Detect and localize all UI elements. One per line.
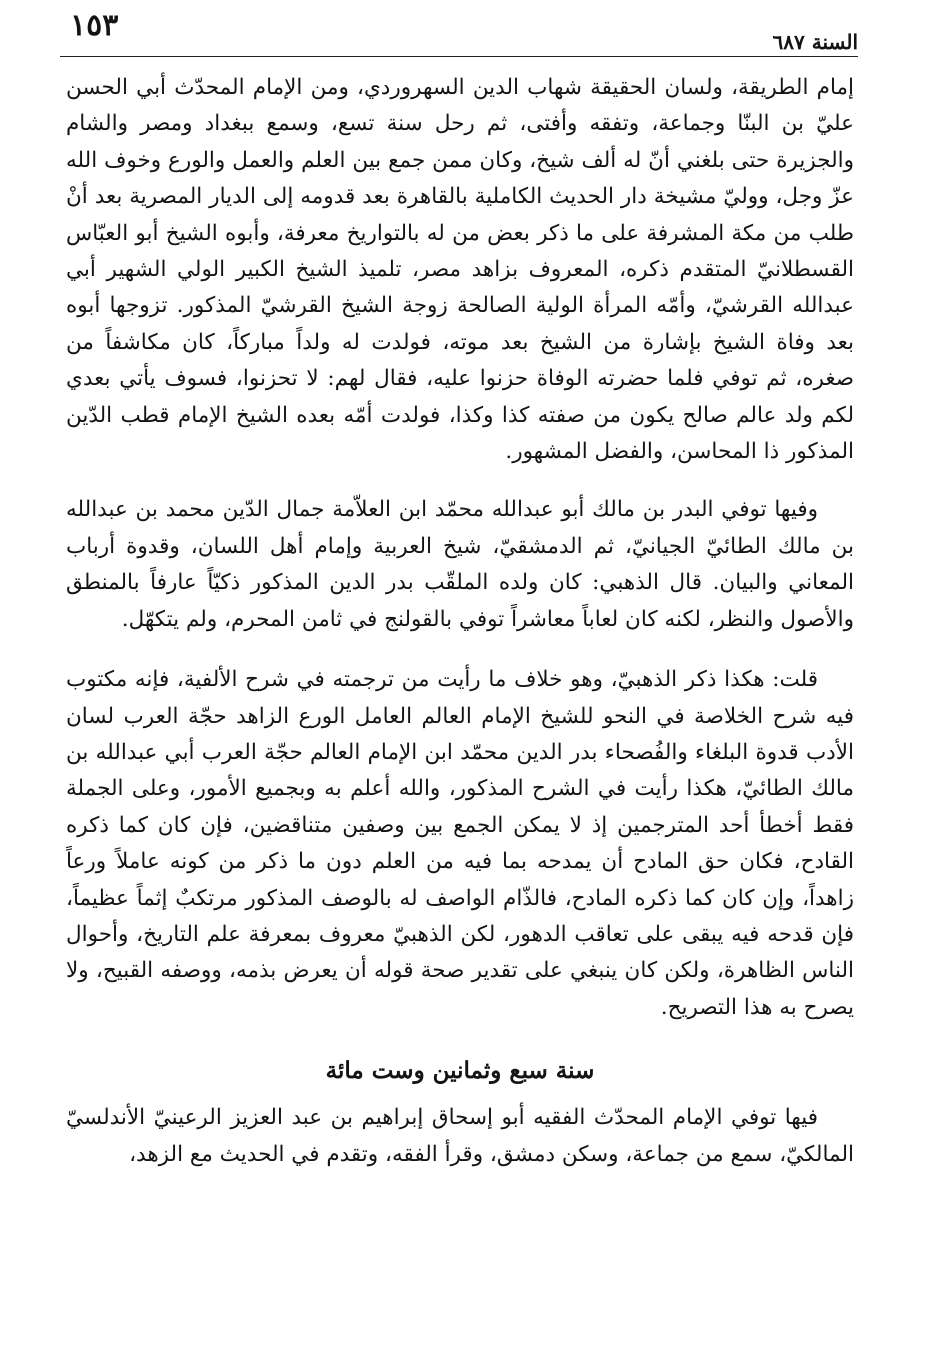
- page-number: ١٥٣: [70, 8, 119, 43]
- section-paragraph: فيها توفي الإمام المحدّث الفقيه أبو إسحاق إبراهيم بن عبد العزيز الرعينيّ الأندلسيّ المالكيّ، سمع من جماعة، وسكن دمشق، وقرأ الفقه، وتقدم في الحديث مع الزهد،: [66, 1105, 854, 1167]
- paragraph-3: قلت: هكذا ذكر الذهبيّ، وهو خلاف ما رأيت من ترجمته في شرح الألفية، فإنه مكتوب فيه شرح الخلاصة في النحو للشيخ الإمام العالم العامل الورع الزاهد حجّة العرب لسان الأدب قدوة البلغاء والفُصحاء بدر الدين محمّد ابن الإمام العالم حجّة العرب أبي عبدالله بن مالك الطائيّ، هكذا رأيت في الشرح المذكور، والله أعلم به وبجميع الأمور، وعلى الجملة فقط أخطأ أحد المترجمين إذ لا يمكن الجمع بين وصفين متناقضين، فإن كان كما ذكره القادح، فكان حق المادح أن يمدحه بما فيه من العلم دون ما ذكر من كونه عاملاً ورعاً زاهداً، وإن كان كما ذكره المادح، فالذّام الواصف له بالوصف المذكور مرتكبٌ إثماً عظيماً، فإن قدحه فيه يبقى على تعاقب الدهور، لكن الذهبيّ معروف بمعرفة علم التاريخ، وأحوال الناس الظاهرة، ولكن كان ينبغي على تقدير صحة قوله أن يعرض بذمه، ووصفه القبيح، ولا يصرح به هذا التصريح.: [66, 667, 854, 1020]
- paragraph-2: وفيها توفي البدر بن مالك أبو عبدالله محمّد ابن العلاّمة جمال الدّين محمد بن عبدالله بن مالك الطائيّ الجيانيّ، ثم الدمشقيّ، شيخ العربية وإمام أهل اللسان، وقدوة أرباب المعاني والبيان. قال الذهبي: كان ولده الملقّب بدر الدين المذكور ذكيّاً عارفاً بالمنطق والأصول والنظر، لكنه كان لعاباً معاشراً توفي بالقولنج في ثامن المحرم، ولم يتكهّل.: [66, 497, 854, 632]
- page-body: [66, 66, 854, 1173]
- running-head: السنة ٦٨٧: [772, 30, 858, 54]
- paragraph-1: إمام الطريقة، ولسان الحقيقة شهاب الدين السهروردي، ومن الإمام المحدّث أبي الحسن عليّ بن البنّا وجماعة، وتفقه وأفتى، ثم رحل سنة تسع، وسمع ببغداد ومصر والشام والجزيرة حتى بلغني أنّ له ألف شيخ، وكان ممن جمع بين العلم والعمل والورع وخوف الله عزّ وجل، ووليّ مشيخة دار الحديث الكاملية بالقاهرة بعد قدومه إلى الديار المصرية بعد أنْ طلب من مكة المشرفة على ما ذكر بعض من له بالتواريخ معرفة، وأبوه الشيخ أبو العبّاس القسطلانيّ المتقدم ذكره، المعروف بزاهد مصر، تلميذ الشيخ الكبير الولي الشهير أبي عبدالله القرشيّ، وأمّه المرأة الولية الصالحة زوجة الشيخ القرشيّ المذكور. تزوجها أبوه بعد وفاة الشيخ بإشارة من الشيخ بعد موته، فولدت له ولداً مباركاً، كان مكاشفاً من صغره، ثم توفي فلما حضرته الوفاة حزنوا عليه، فقال لهم: لا تحزنوا، فسوف يأتي بعدي لكم ولد عالم صالح يكون من صفته كذا وكذا، فولدت أمّه بعده الشيخ الإمام قطب الدّين المذكور ذا المحاسن، والفضل المشهور.: [66, 75, 854, 465]
- page-header: [60, 8, 858, 57]
- section-heading: سنة سبع وثمانين وست مائة: [325, 1057, 595, 1085]
